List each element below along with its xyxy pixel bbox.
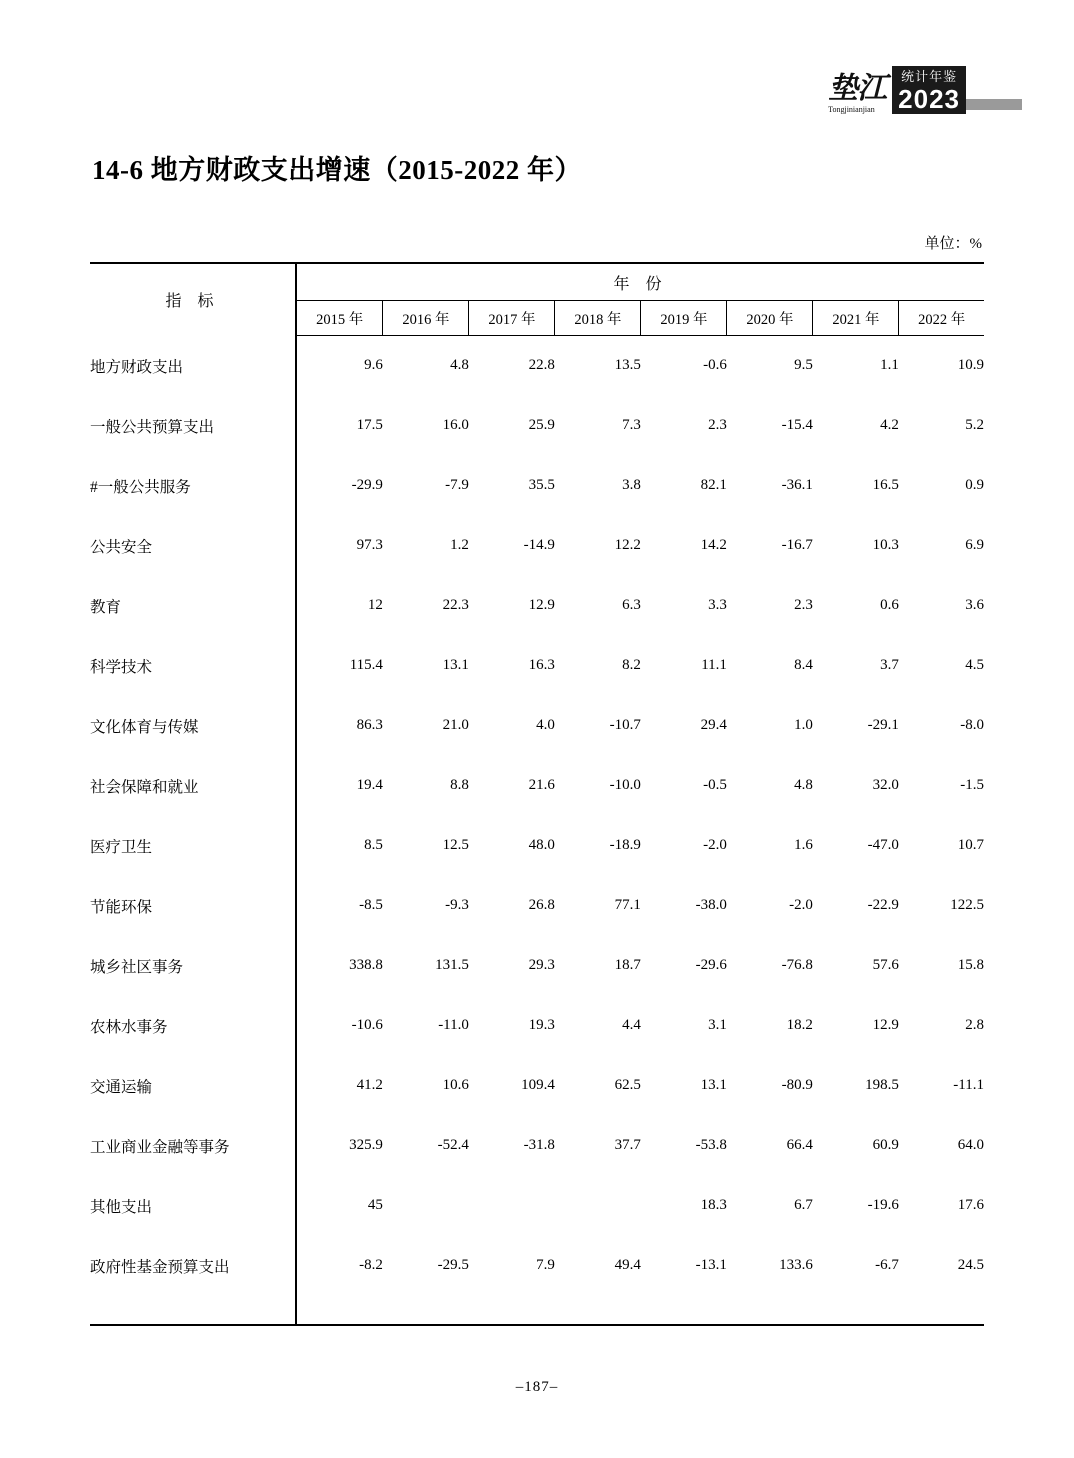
row-value: 2.8 xyxy=(965,1017,984,1033)
row-value: -1.5 xyxy=(960,777,984,793)
header-years-group: 年 份 xyxy=(296,263,984,301)
row-value: 133.6 xyxy=(779,1257,813,1273)
header-year-2021: 2021 年 xyxy=(813,301,899,336)
row-value: 8.2 xyxy=(622,657,641,673)
row-value: 25.9 xyxy=(528,417,555,433)
row-value: -8.0 xyxy=(960,717,984,733)
row-value: 12.5 xyxy=(442,837,469,853)
row-value: 10.6 xyxy=(442,1077,469,1093)
row-value: 5.2 xyxy=(965,417,984,433)
row-value: 12.9 xyxy=(872,1017,899,1033)
table-row xyxy=(90,876,984,936)
row-value: 18.3 xyxy=(700,1197,727,1213)
row-value: 21.0 xyxy=(442,717,469,733)
header-year-2017: 2017 年 xyxy=(469,301,555,336)
row-value: 10.9 xyxy=(957,357,984,374)
header-year-2022: 2022 年 xyxy=(899,301,984,336)
spacer-cell xyxy=(296,1296,984,1325)
row-value: 22.3 xyxy=(442,597,469,613)
yearbook-logo xyxy=(828,52,1022,114)
logo-brand-cn: 垫江 xyxy=(828,72,887,105)
row-value: -29.9 xyxy=(351,477,383,493)
row-value: -8.2 xyxy=(359,1257,383,1273)
row-value: 13.1 xyxy=(700,1077,727,1093)
row-value: 26.8 xyxy=(528,897,555,913)
row-value: 12 xyxy=(367,597,383,613)
row-value: 18.7 xyxy=(614,957,641,973)
row-value: 1.2 xyxy=(450,537,469,553)
row-value: 35.5 xyxy=(528,477,555,493)
table-row xyxy=(90,516,984,576)
row-value: 4.8 xyxy=(450,357,469,374)
row-value: 3.7 xyxy=(880,657,899,673)
row-value: 82.1 xyxy=(700,477,727,493)
row-value: -18.9 xyxy=(609,837,641,853)
row-value: 6.3 xyxy=(622,597,641,613)
table-row xyxy=(90,456,984,516)
row-value: 21.6 xyxy=(528,777,555,793)
row-value: -15.4 xyxy=(781,417,813,433)
row-label: 其他支出 xyxy=(90,1176,296,1236)
row-value: 11.1 xyxy=(701,657,727,673)
row-value: 29.4 xyxy=(700,717,727,733)
row-value: 13.1 xyxy=(442,657,469,673)
header-year-2016: 2016 年 xyxy=(383,301,469,336)
row-value: 0.9 xyxy=(965,477,984,493)
logo-accent-bar xyxy=(966,99,1022,110)
row-value: 8.8 xyxy=(450,777,469,793)
table-row xyxy=(90,756,984,816)
logo-badge-label: 统计年鉴 xyxy=(901,69,958,84)
row-value: 45 xyxy=(367,1197,383,1213)
row-value: -36.1 xyxy=(781,477,813,493)
row-value: -29.5 xyxy=(437,1257,469,1273)
row-value: 14.2 xyxy=(700,537,727,553)
table-row xyxy=(90,636,984,696)
row-value: -2.0 xyxy=(789,897,813,913)
row-value: 1.0 xyxy=(794,717,813,733)
table-row xyxy=(90,1176,984,1236)
row-value: 12.9 xyxy=(528,597,555,613)
row-value: 0.6 xyxy=(880,597,899,613)
row-value: 8.4 xyxy=(794,657,813,673)
row-value: 49.4 xyxy=(614,1257,641,1273)
row-value: 7.3 xyxy=(622,417,641,433)
table-row xyxy=(90,1116,984,1176)
row-value: 9.5 xyxy=(794,357,813,374)
row-value: 8.5 xyxy=(364,837,383,853)
row-value: -47.0 xyxy=(867,837,899,853)
row-value: 3.8 xyxy=(622,477,641,493)
row-value: 338.8 xyxy=(349,957,383,973)
table-row xyxy=(90,1056,984,1116)
row-value: 17.5 xyxy=(356,417,383,433)
row-value xyxy=(383,1176,469,1236)
row-value: -53.8 xyxy=(695,1137,727,1153)
logo-badge xyxy=(892,66,966,114)
row-value: -80.9 xyxy=(781,1077,813,1093)
row-label: 农林水事务 xyxy=(90,996,296,1056)
page-title: 14-6 地方财政支出增速（2015-2022 年） xyxy=(92,155,582,185)
table-row xyxy=(90,1236,984,1296)
row-value: 18.2 xyxy=(786,1017,813,1033)
row-value: -38.0 xyxy=(695,897,727,913)
row-value: 4.5 xyxy=(965,657,984,673)
row-value: -29.6 xyxy=(695,957,727,973)
row-value: 4.4 xyxy=(622,1017,641,1033)
row-label: 城乡社区事务 xyxy=(90,936,296,996)
unit-note: 单位：% xyxy=(924,236,982,252)
row-label: 文化体育与传媒 xyxy=(90,696,296,756)
spacer-cell xyxy=(90,1296,296,1325)
row-value: 29.3 xyxy=(528,957,555,973)
bottom-rule-cell xyxy=(90,1325,984,1326)
row-value: 198.5 xyxy=(865,1077,899,1093)
row-value: 115.4 xyxy=(349,657,383,673)
row-value: -7.9 xyxy=(445,477,469,493)
header-year-2015: 2015 年 xyxy=(296,301,383,336)
row-value: 17.6 xyxy=(957,1197,984,1213)
row-value: -22.9 xyxy=(867,897,899,913)
row-label: 政府性基金预算支出 xyxy=(90,1236,296,1296)
row-value: 3.6 xyxy=(965,597,984,613)
row-value: 4.8 xyxy=(794,777,813,793)
header-year-2019: 2019 年 xyxy=(641,301,727,336)
row-value: 131.5 xyxy=(435,957,469,973)
row-label: 交通运输 xyxy=(90,1056,296,1116)
row-value: -13.1 xyxy=(695,1257,727,1273)
row-value xyxy=(555,1176,641,1236)
row-value: 66.4 xyxy=(786,1137,813,1153)
row-value: 24.5 xyxy=(957,1257,984,1273)
row-label: 教育 xyxy=(90,576,296,636)
row-value: 57.6 xyxy=(872,957,899,973)
row-value: 19.4 xyxy=(356,777,383,793)
row-value: -8.5 xyxy=(359,897,383,913)
row-value: 16.3 xyxy=(528,657,555,673)
row-value: -52.4 xyxy=(437,1137,469,1153)
table-row xyxy=(90,816,984,876)
row-value: 1.6 xyxy=(794,837,813,853)
row-label: 地方财政支出 xyxy=(90,336,296,396)
row-value: 2.3 xyxy=(708,417,727,433)
row-value: -10.6 xyxy=(351,1017,383,1033)
header-year-2020: 2020 年 xyxy=(727,301,813,336)
table-top-rule xyxy=(90,263,984,301)
row-value: 22.8 xyxy=(528,357,555,374)
row-value: -29.1 xyxy=(867,717,899,733)
table-row xyxy=(90,336,984,396)
row-value: 13.5 xyxy=(614,357,641,374)
row-value: 41.2 xyxy=(356,1077,383,1093)
row-value: 109.4 xyxy=(521,1077,555,1093)
row-value: 3.1 xyxy=(708,1017,727,1033)
logo-brand-text xyxy=(828,74,892,114)
row-value: -2.0 xyxy=(703,837,727,853)
table-row xyxy=(90,576,984,636)
row-value: 10.3 xyxy=(872,537,899,553)
row-value: -14.9 xyxy=(523,537,555,553)
logo-badge-year: 2023 xyxy=(898,84,960,114)
row-value: 62.5 xyxy=(614,1077,641,1093)
logo-brand-pinyin: Tongjinianjian xyxy=(828,105,875,114)
row-value: -19.6 xyxy=(867,1197,899,1213)
row-value: -16.7 xyxy=(781,537,813,553)
row-value: 60.9 xyxy=(872,1137,899,1153)
row-value: -11.0 xyxy=(438,1017,469,1033)
row-value: 77.1 xyxy=(614,897,641,913)
row-value: 19.3 xyxy=(528,1017,555,1033)
row-value: 3.3 xyxy=(708,597,727,613)
row-value: 16.5 xyxy=(872,477,899,493)
table-row xyxy=(90,696,984,756)
row-value: 15.8 xyxy=(957,957,984,973)
row-label: 一般公共预算支出 xyxy=(90,396,296,456)
row-value: -0.5 xyxy=(703,777,727,793)
row-value: -9.3 xyxy=(445,897,469,913)
row-label: #一般公共服务 xyxy=(90,456,296,516)
row-value: 86.3 xyxy=(356,717,383,733)
row-value: 10.7 xyxy=(957,837,984,853)
row-value xyxy=(469,1176,555,1236)
data-table-container xyxy=(90,262,984,1326)
table-bottom-rule xyxy=(90,1325,984,1326)
row-value: 48.0 xyxy=(528,837,555,853)
row-value: 9.6 xyxy=(364,357,383,374)
row-value: 16.0 xyxy=(442,417,469,433)
row-value: 7.9 xyxy=(536,1257,555,1273)
table-row xyxy=(90,396,984,456)
page-number: –187– xyxy=(515,1379,559,1395)
row-label: 工业商业金融等事务 xyxy=(90,1116,296,1176)
row-value: -10.7 xyxy=(609,717,641,733)
header-year-2018: 2018 年 xyxy=(555,301,641,336)
table-spacer-row xyxy=(90,1296,984,1325)
row-label: 医疗卫生 xyxy=(90,816,296,876)
row-label: 公共安全 xyxy=(90,516,296,576)
row-value: -76.8 xyxy=(781,957,813,973)
row-label: 节能环保 xyxy=(90,876,296,936)
row-value: 122.5 xyxy=(950,897,984,913)
row-value: 32.0 xyxy=(872,777,899,793)
row-value: 325.9 xyxy=(349,1137,383,1153)
row-value: 6.7 xyxy=(794,1197,813,1213)
row-value: -10.0 xyxy=(609,777,641,793)
table-row xyxy=(90,936,984,996)
row-value: -6.7 xyxy=(875,1257,899,1273)
row-value: -31.8 xyxy=(523,1137,555,1153)
row-value: 1.1 xyxy=(880,357,899,374)
row-value: 97.3 xyxy=(356,537,383,553)
row-value: -0.6 xyxy=(703,357,727,374)
row-value: 4.2 xyxy=(880,417,899,433)
table-row xyxy=(90,996,984,1056)
row-value: 37.7 xyxy=(614,1137,641,1153)
row-value: 12.2 xyxy=(614,537,641,553)
header-indicator: 指 标 xyxy=(90,263,296,336)
row-label: 社会保障和就业 xyxy=(90,756,296,816)
row-value: 64.0 xyxy=(957,1137,984,1153)
row-value: 6.9 xyxy=(965,537,984,553)
expenditure-growth-table xyxy=(90,262,984,1326)
row-value: -11.1 xyxy=(953,1077,984,1093)
row-label: 科学技术 xyxy=(90,636,296,696)
row-value: 4.0 xyxy=(536,717,555,733)
row-value: 2.3 xyxy=(794,597,813,613)
